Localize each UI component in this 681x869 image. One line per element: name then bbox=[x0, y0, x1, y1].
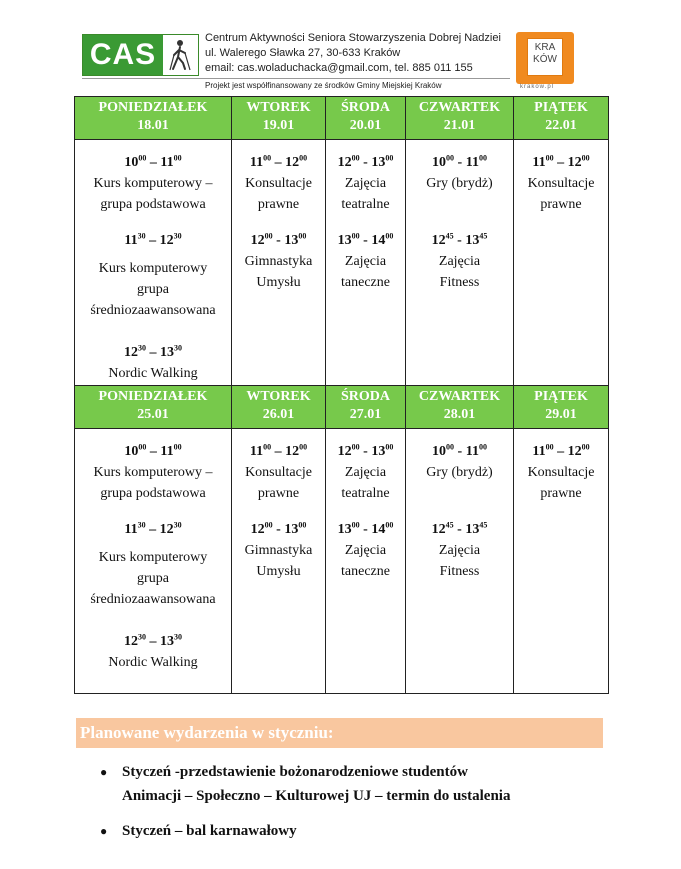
event-time: $12^{00} - 13^{00}$ bbox=[337, 153, 394, 170]
event-title-line: Fitness bbox=[439, 564, 480, 579]
event-title-line: średniozaawansowana bbox=[90, 592, 216, 607]
event-block bbox=[406, 152, 513, 194]
event-time: $13^{00} - 14^{00}$ bbox=[337, 231, 394, 248]
event-time: $12^{30} - 13^{30}$ bbox=[124, 343, 182, 360]
event-time: $10^{00} - 11^{00}$ bbox=[124, 442, 182, 459]
krakow-url: krakow.pl bbox=[520, 84, 555, 90]
org-contact: email: cas.woladuchacka@gmail.com, tel. 885 011 155 bbox=[205, 62, 473, 74]
event-title-line: Konsultacje bbox=[245, 176, 312, 191]
event-block bbox=[406, 519, 513, 582]
event-block bbox=[406, 230, 513, 293]
event-time: $12^{30} - 13^{30}$ bbox=[124, 632, 182, 649]
planned-events-heading: Planowane wydarzenia w styczniu: bbox=[76, 718, 603, 748]
project-note: Projekt jest współfinansowany ze środków Gminy Miejskiej Kraków bbox=[205, 81, 442, 90]
event-title-line: grupa podstawowa bbox=[100, 486, 206, 501]
event-title-line: Fitness bbox=[439, 275, 480, 290]
day-header-tuesday: WTOREK 26.01 bbox=[232, 386, 326, 429]
day-cell-thursday bbox=[406, 429, 514, 694]
day-header-monday: PONIEDZIAŁEK 25.01 bbox=[75, 386, 232, 429]
event-block bbox=[75, 519, 231, 610]
event-title-line: Umysłu bbox=[256, 275, 301, 290]
day-header-monday: PONIEDZIAŁEK 18.01 bbox=[75, 97, 232, 140]
event-title-line: taneczne bbox=[341, 275, 390, 290]
krakow-logo-text: KRA KÓW bbox=[527, 38, 563, 76]
event-title-line: Nordic Walking bbox=[108, 366, 198, 381]
event-title-line: Zajęcia bbox=[344, 254, 387, 269]
event-title-line: Kurs komputerowy bbox=[98, 550, 208, 565]
event-block bbox=[326, 230, 405, 293]
cas-logo bbox=[82, 34, 199, 76]
event-time: $12^{00} - 13^{00}$ bbox=[337, 442, 394, 459]
event-title-line: Kurs komputerowy – bbox=[93, 465, 213, 480]
planned-events-list bbox=[100, 760, 510, 854]
cas-logo-text: CAS bbox=[83, 35, 163, 75]
event-block bbox=[75, 230, 231, 321]
day-cell-tuesday bbox=[232, 140, 326, 387]
day-header-thursday: CZWARTEK 28.01 bbox=[406, 386, 514, 429]
nordic-walker-icon bbox=[163, 35, 198, 75]
event-title-line: grupa podstawowa bbox=[100, 197, 206, 212]
event-block bbox=[75, 631, 231, 673]
day-header-tuesday: WTOREK 19.01 bbox=[232, 97, 326, 140]
event-time: $11^{30} - 12^{30}$ bbox=[124, 231, 182, 248]
event-time: $10^{00} - 11^{00}$ bbox=[432, 442, 487, 459]
event-title-line: Nordic Walking bbox=[108, 655, 198, 670]
org-address: ul. Walerego Sławka 27, 30-633 Kraków bbox=[205, 47, 401, 59]
event-time: $13^{00} - 14^{00}$ bbox=[337, 520, 394, 537]
event-block bbox=[326, 519, 405, 582]
event-time: $12^{45} - 13^{45}$ bbox=[431, 231, 488, 248]
event-time: $12^{00} - 13^{00}$ bbox=[250, 520, 307, 537]
event-title-line: Konsultacje bbox=[527, 465, 595, 480]
schedule-week-2 bbox=[74, 385, 609, 694]
event-time: $11^{00} - 12^{00}$ bbox=[249, 442, 308, 459]
event-block bbox=[514, 441, 608, 504]
day-header-friday: PIĄTEK 29.01 bbox=[514, 386, 609, 429]
event-title-line: Zajęcia bbox=[438, 254, 481, 269]
event-title-line: Umysłu bbox=[256, 564, 301, 579]
krakow-logo bbox=[516, 32, 574, 90]
event-block bbox=[514, 152, 608, 215]
activities-row bbox=[75, 140, 609, 387]
day-cell-thursday bbox=[406, 140, 514, 387]
bullet-icon: ● bbox=[100, 765, 108, 779]
day-cell-wednesday bbox=[326, 429, 406, 694]
list-item bbox=[100, 760, 510, 808]
event-title-line: Konsultacje bbox=[527, 176, 595, 191]
event-time: $12^{00} - 13^{00}$ bbox=[250, 231, 307, 248]
day-header-wednesday: ŚRODA 20.01 bbox=[326, 97, 406, 140]
event-title-line: teatralne bbox=[341, 197, 390, 212]
event-title-line: Konsultacje bbox=[245, 465, 312, 480]
event-title-line: Zajęcia bbox=[344, 543, 387, 558]
day-header-thursday: CZWARTEK 21.01 bbox=[406, 97, 514, 140]
day-header-wednesday: ŚRODA 27.01 bbox=[326, 386, 406, 429]
event-title-line: grupa bbox=[137, 571, 169, 586]
krakow-logo-box bbox=[516, 32, 574, 84]
day-cell-friday bbox=[514, 140, 609, 387]
event-block bbox=[75, 152, 231, 215]
event-time: $11^{00} - 12^{00}$ bbox=[249, 153, 308, 170]
event-title-line: taneczne bbox=[341, 564, 390, 579]
event-title-line: prawne bbox=[540, 197, 582, 212]
organization-info bbox=[205, 31, 501, 76]
event-title-line: Gry (brydż) bbox=[426, 465, 493, 480]
activities-row bbox=[75, 429, 609, 694]
day-header-row bbox=[75, 97, 609, 140]
header-divider bbox=[82, 78, 510, 79]
day-cell-monday bbox=[75, 140, 232, 387]
event-title-line: Zajęcia bbox=[438, 543, 481, 558]
day-cell-monday bbox=[75, 429, 232, 694]
day-cell-wednesday bbox=[326, 140, 406, 387]
event-title-line: średniozaawansowana bbox=[90, 303, 216, 318]
event-time: $11^{30} - 12^{30}$ bbox=[124, 520, 182, 537]
event-block bbox=[232, 230, 325, 293]
event-title-line: Zajęcia bbox=[344, 465, 387, 480]
bullet-icon: ● bbox=[100, 824, 108, 838]
event-title-line: Kurs komputerowy – bbox=[93, 176, 213, 191]
event-time: $10^{00} - 11^{00}$ bbox=[124, 153, 182, 170]
list-item bbox=[100, 819, 510, 843]
event-time: $12^{45} - 13^{45}$ bbox=[431, 520, 488, 537]
org-name: Centrum Aktywności Seniora Stowarzyszenia Dobrej Nadziei bbox=[205, 32, 501, 44]
list-item-line: Animacji – Społeczno – Kulturowej UJ – termin do ustalenia bbox=[122, 788, 511, 804]
event-block bbox=[232, 441, 325, 504]
day-cell-friday bbox=[514, 429, 609, 694]
event-title-line: grupa bbox=[137, 282, 169, 297]
event-time: $11^{00} - 12^{00}$ bbox=[532, 153, 590, 170]
event-title-line: Gimnastyka bbox=[244, 543, 313, 558]
day-header-row bbox=[75, 386, 609, 429]
event-block bbox=[75, 441, 231, 504]
event-block bbox=[232, 519, 325, 582]
list-item-line: Styczeń -przedstawienie bożonarodzeniowe studentów bbox=[122, 764, 468, 780]
day-header-friday: PIĄTEK 22.01 bbox=[514, 97, 609, 140]
event-title-line: teatralne bbox=[341, 486, 390, 501]
event-time: $10^{00} - 11^{00}$ bbox=[432, 153, 487, 170]
event-time: $11^{00} - 12^{00}$ bbox=[532, 442, 590, 459]
event-title-line: prawne bbox=[257, 197, 300, 212]
event-title-line: Kurs komputerowy bbox=[98, 261, 208, 276]
day-cell-tuesday bbox=[232, 429, 326, 694]
event-block bbox=[326, 152, 405, 215]
event-title-line: prawne bbox=[540, 486, 582, 501]
schedule-week-1 bbox=[74, 96, 609, 387]
event-title-line: prawne bbox=[257, 486, 300, 501]
event-title-line: Zajęcia bbox=[344, 176, 387, 191]
event-block bbox=[406, 441, 513, 483]
event-title-line: Gry (brydż) bbox=[426, 176, 493, 191]
event-block bbox=[75, 342, 231, 384]
list-item-line: Styczeń – bal karnawałowy bbox=[122, 823, 297, 839]
event-block bbox=[232, 152, 325, 215]
event-block bbox=[326, 441, 405, 504]
event-title-line: Gimnastyka bbox=[244, 254, 313, 269]
